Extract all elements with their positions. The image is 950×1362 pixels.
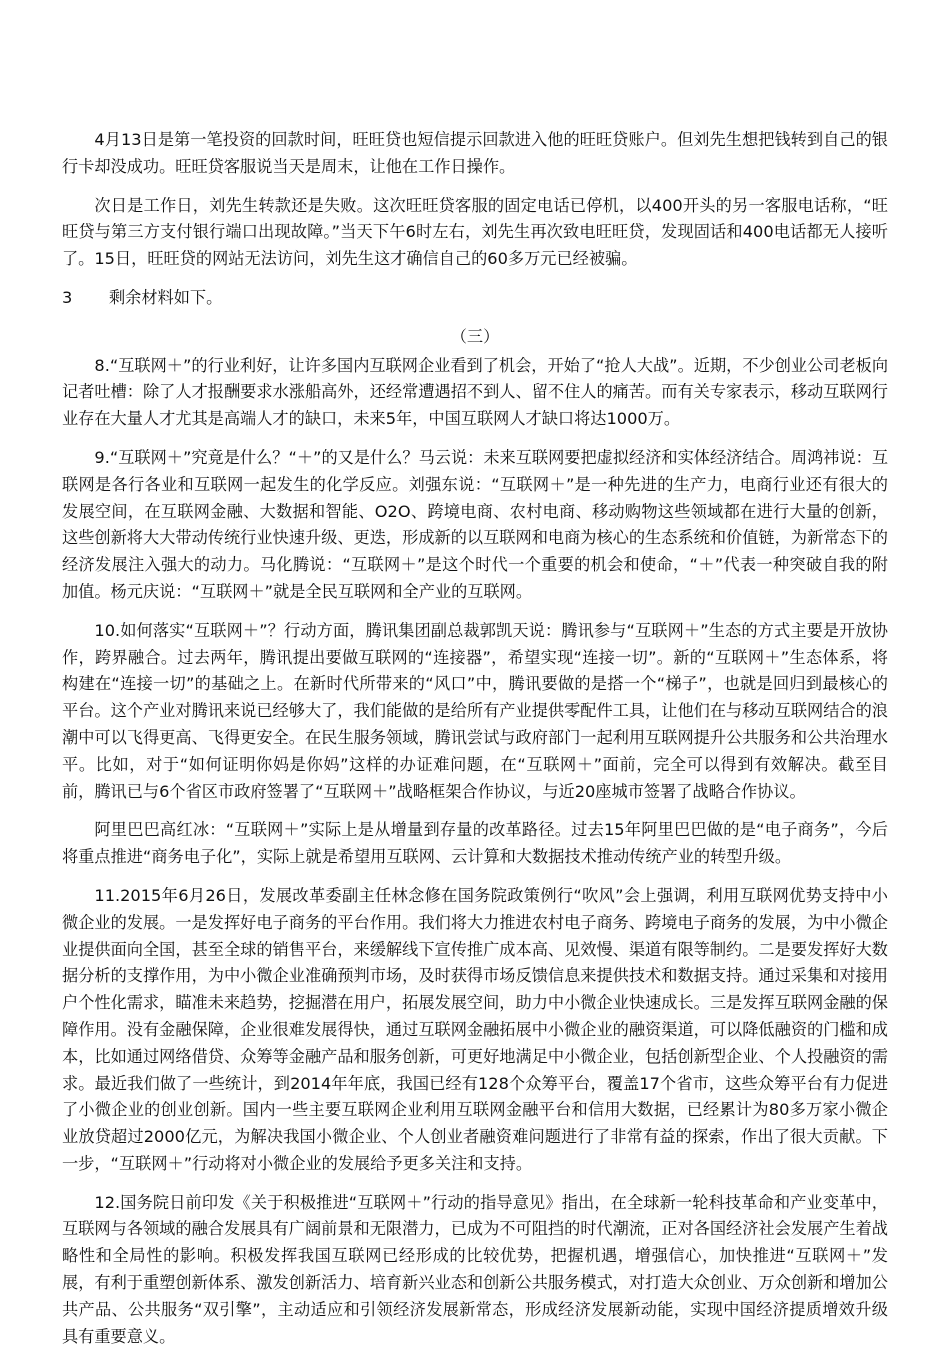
material-note-text: 剩余材料如下。 [109,287,223,307]
paragraph-8: 8.“互联网＋”的行业利好，让许多国内互联网企业看到了机会，开始了“抢人大战”。近期，不少创业公司老板向记者吐槽：除了人才报酬要求水涨船高外，还经常遭遇招不到人、留不住人的痛苦。而有关专家表示，移动互联网行业存在大量人才尤其是高端人才的缺口，未来5年，中国互联网人才缺口将达1000万。 [62,355,889,429]
paragraph-9: 9.“互联网＋”究竟是什么？“＋”的又是什么？马云说：未来互联网要把虚拟经济和实体经济结合。周鸿祎说：互联网是各行各业和互联网一起发生的化学反应。刘强东说：“互联网＋”是一种先进的生产力，电商行业还有很大的发展空间，在互联网金融、大数据和智能、O2O、跨境电商、农村电商、移动购物这些领域都在进行大量的创新，这些创新将大大带动传统行业快速升级、更迭，形成新的以互联网和电商为核心的生态系统和价值链，为新常态下的经济发展注入强大的动力。马化腾说：“互联网＋”是这个时代一个重要的机会和使命，“＋”代表一种突破自我的附加值。杨元庆说：“互联网＋”就是全民互联网和全产业的互联网。 [62,447,889,601]
paragraph-10: 10.如何落实“互联网＋”？行动方面，腾讯集团副总裁郭凯天说：腾讯参与“互联网＋”生态的方式主要是开放协作，跨界融合。过去两年，腾讯提出要做互联网的“连接器”，希望实现“连接一切”。新的“互联网＋”生态体系，将构建在“连接一切”的基础之上。在新时代所带来的“风口”中，腾讯要做的是搭一个“梯子”，也就是回归到最核心的平台。这个产业对腾讯来说已经够大了，我们能做的是给所有产业提供零配件工具，让他们在与移动互联网结合的浪潮中可以飞得更高、飞得更安全。在民生服务领域，腾讯尝试与政府部门一起利用互联网提升公共服务和公共治理水平。比如，对于“如何证明你妈是你妈”这样的办证难问题，在“互联网＋”面前，完全可以得到有效解决。截至目前，腾讯已与6个省区市政府签署了“互联网＋”战略框架合作协议，与近20座城市签署了战略合作协议。 [62,620,888,801]
intro-paragraph-1: 4月13日是第一笔投资的回款时间，旺旺贷也短信提示回款进入他的旺旺贷账户。但刘先生想把钱转到自己的银行卡却没成功。旺旺贷客服说当天是周末，让他在工作日操作。 [62,130,888,176]
material-note-number: 3 [62,287,73,307]
document-page [62,127,888,1362]
section-heading: （三） [450,326,500,346]
paragraph-11: 11.2015年6月26日，发展改革委副主任林念修在国务院政策例行“吹风”会上强调，利用互联网优势支持中小微企业的发展。一是发挥好电子商务的平台作用。我们将大力推进农村电子商务、跨境电子商务的发展，为中小微企业提供面向全国，甚至全球的销售平台，来缓解线下宣传推广成本高、见效慢、渠道有限等制约。二是要发挥好大数据分析的支撑作用，为中小微企业准确预判市场，及时获得市场反馈信息来提供技术和数据支持。通过采集和对接用户个性化需求，瞄准未来趋势，挖掘潜在用户，拓展发展空间，助力中小微企业快速成长。三是发挥互联网金融的保障作用。没有金融保障，企业很难发展得快，通过互联网金融拓展中小微企业的融资渠道，可以降低融资的门槛和成本，比如通过网络借贷、众筹等金融产品和服务创新，可更好地满足中小微企业，包括创新型企业、个人投融资的需求。最近我们做了一些统计，到2014年年底，我国已经有128个众筹平台，覆盖17个省市，这些众筹平台有力促进了小微企业的创业创新。国内一些主要互联网企业利用互联网金融平台和信用大数据，已经累计为80多万家小微企业放贷超过2000亿元，为解决我国小微企业、个人创业者融资难问题进行了非常有益的探索，作出了很大贡献。下一步，“互联网＋”行动将对小微企业的发展给予更多关注和支持。 [62,885,888,1173]
paragraph-12: 12.国务院日前印发《关于积极推进“互联网＋”行动的指导意见》指出，在全球新一轮科技革命和产业变革中，互联网与各领域的融合发展具有广阔前景和无限潜力，已成为不可阻挡的时代潮流，正对各国经济社会发展产生着战略性和全局性的影响。积极发挥我国互联网已经形成的比较优势，把握机遇，增强信心，加快推进“互联网＋”发展，有利于重塑创新体系、激发创新活力、培育新兴业态和创新公共服务模式，对打造大众创业、万众创新和增加公共产品、公共服务“双引擎”，主动适应和引领经济发展新常态，形成经济发展新动能，实现中国经济提质增效升级具有重要意义。 [62,1192,888,1346]
material-note [62,285,888,312]
paragraph-alibaba: 阿里巴巴高红冰：“互联网＋”实际上是从增量到存量的改革路径。过去15年阿里巴巴做的是“电子商务”，今后将重点推进“商务电子化”，实际上就是希望用互联网、云计算和大数据技术推动传统产业的转型升级。 [62,820,888,867]
intro-paragraph-2: 次日是工作日，刘先生转款还是失败。这次旺旺贷客服的固定电话已停机，以400开头的另一客服电话称，“旺旺贷与第三方支付银行端口出现故障。”当天下午6时左右，刘先生再次致电旺旺贷，发现固话和400电话都无人接听了。15日，旺旺贷的网站无法访问，刘先生这才确信自己的60多万元已经被骗。 [62,195,888,269]
